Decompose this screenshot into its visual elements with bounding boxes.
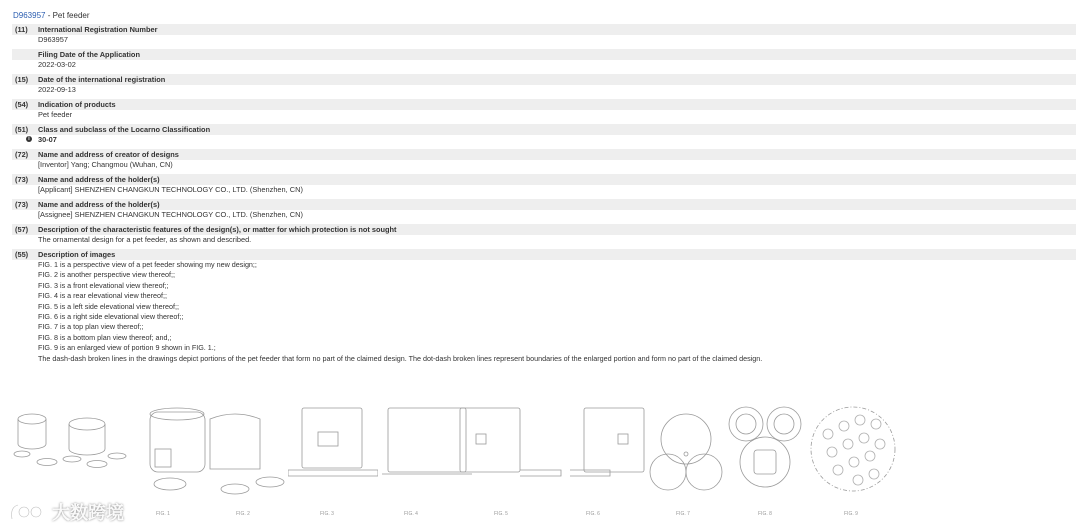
row-header xyxy=(12,74,1076,85)
figure-caption: FIG. 9 xyxy=(844,511,858,517)
row-header xyxy=(12,174,1076,185)
row-header xyxy=(12,149,1076,160)
field-value xyxy=(12,135,1076,145)
description-line: FIG. 6 is a right side elevational view thereof;; xyxy=(38,312,184,322)
row-registration-number xyxy=(12,24,1076,45)
title-suffix: - Pet feeder xyxy=(45,11,90,20)
row-filing-date xyxy=(12,49,1076,70)
description-line: FIG. 5 is a left side elevational view thereof;; xyxy=(38,301,180,311)
row-header xyxy=(12,224,1076,235)
figure-strip xyxy=(10,404,910,517)
figure-caption: FIG. 5 xyxy=(494,511,508,517)
info-icon[interactable]: i xyxy=(26,136,32,142)
row-description-features xyxy=(12,224,1076,245)
inid-code: (51) xyxy=(15,125,29,134)
figure-2[interactable] xyxy=(140,404,290,499)
figure-caption: FIG. 2 xyxy=(236,511,250,517)
field-value: [Inventor] Yang; Changmou (Wuhan, CN) xyxy=(38,160,173,169)
description-line: FIG. 4 is a rear elevational view thereof;; xyxy=(38,291,168,301)
description-line: FIG. 9 is an enlarged view of portion 9 shown in FIG. 1.; xyxy=(38,343,216,353)
figure-caption: FIG. 4 xyxy=(404,511,418,517)
row-creator xyxy=(12,149,1076,170)
row-header xyxy=(12,99,1076,110)
row-locarno-classification xyxy=(12,124,1076,145)
field-label: Description of images xyxy=(38,250,116,259)
inid-code: (55) xyxy=(15,250,29,259)
figure-6[interactable] xyxy=(570,404,650,479)
figure-1[interactable] xyxy=(12,404,132,474)
row-holder-applicant xyxy=(12,174,1076,195)
field-label: Name and address of the holder(s) xyxy=(38,175,160,184)
inid-code: (15) xyxy=(15,75,29,84)
row-indication-of-products xyxy=(12,99,1076,120)
inid-code: (73) xyxy=(15,200,29,209)
row-holder-assignee xyxy=(12,199,1076,220)
inid-code: (57) xyxy=(15,225,29,234)
page-title xyxy=(13,11,90,21)
figure-9[interactable] xyxy=(808,404,898,499)
image-descriptions xyxy=(12,260,1076,364)
field-label: Description of the characteristic features of the design(s), or matter for which protection is not sought xyxy=(38,225,397,234)
figure-caption: FIG. 1 xyxy=(156,511,170,517)
field-value: D963957 xyxy=(38,35,68,44)
bibliographic-data xyxy=(12,24,1076,368)
field-label: Indication of products xyxy=(38,100,116,109)
figure-7[interactable] xyxy=(648,404,728,499)
inid-code: (73) xyxy=(15,175,29,184)
field-label: Name and address of creator of designs xyxy=(38,150,179,159)
figure-caption: FIG. 7 xyxy=(676,511,690,517)
watermark-text: 大数跨境 xyxy=(52,503,124,523)
figure-caption: FIG. 8 xyxy=(758,511,772,517)
registration-link[interactable]: D963957 xyxy=(13,11,46,20)
watermark-logo-icon xyxy=(8,501,48,523)
inid-code: (54) xyxy=(15,100,29,109)
watermark xyxy=(8,500,124,524)
field-label: Date of the international registration xyxy=(38,75,166,84)
row-header xyxy=(12,49,1076,60)
row-header xyxy=(12,249,1076,260)
field-label: International Registration Number xyxy=(38,25,158,34)
figure-caption: FIG. 6 xyxy=(586,511,600,517)
description-line: FIG. 1 is a perspective view of a pet feeder showing my new design;; xyxy=(38,260,257,269)
field-value: 2022-09-13 xyxy=(38,85,76,94)
description-line: FIG. 3 is a front elevational view thereof;; xyxy=(38,280,169,290)
row-header xyxy=(12,124,1076,135)
row-registration-date xyxy=(12,74,1076,95)
field-label: Class and subclass of the Locarno Classification xyxy=(38,125,211,134)
row-header xyxy=(12,24,1076,35)
field-value: [Assignee] SHENZHEN CHANGKUN TECHNOLOGY CO., LTD. (Shenzhen, CN) xyxy=(38,210,303,219)
description-line: The dash-dash broken lines in the drawings depict portions of the pet feeder that form no part of the claimed design. The dot-dash broken lines represent boundaries of the enlarged portion and form no part of the claimed design. xyxy=(38,353,763,363)
field-value: 2022-03-02 xyxy=(38,60,76,69)
description-line: FIG. 7 is a top plan view thereof;; xyxy=(38,322,144,332)
inid-code: (72) xyxy=(15,150,29,159)
field-label: Name and address of the holder(s) xyxy=(38,200,160,209)
figure-8[interactable] xyxy=(726,404,806,499)
row-description-images xyxy=(12,249,1076,364)
field-value: [Applicant] SHENZHEN CHANGKUN TECHNOLOGY CO., LTD. (Shenzhen, CN) xyxy=(38,185,303,194)
field-value: The ornamental design for a pet feeder, as shown and described. xyxy=(38,235,252,244)
figure-5[interactable] xyxy=(456,404,566,479)
figure-caption: FIG. 3 xyxy=(320,511,334,517)
field-label: Filing Date of the Application xyxy=(38,50,140,59)
description-line: FIG. 8 is a bottom plan view thereof; and,; xyxy=(38,332,172,342)
figure-3[interactable] xyxy=(288,404,378,479)
classification-value: 30-07 xyxy=(38,135,57,144)
row-header xyxy=(12,199,1076,210)
inid-code: (11) xyxy=(15,25,28,34)
description-line: FIG. 2 is another perspective view thereof;; xyxy=(38,270,176,280)
field-value: Pet feeder xyxy=(38,110,73,119)
